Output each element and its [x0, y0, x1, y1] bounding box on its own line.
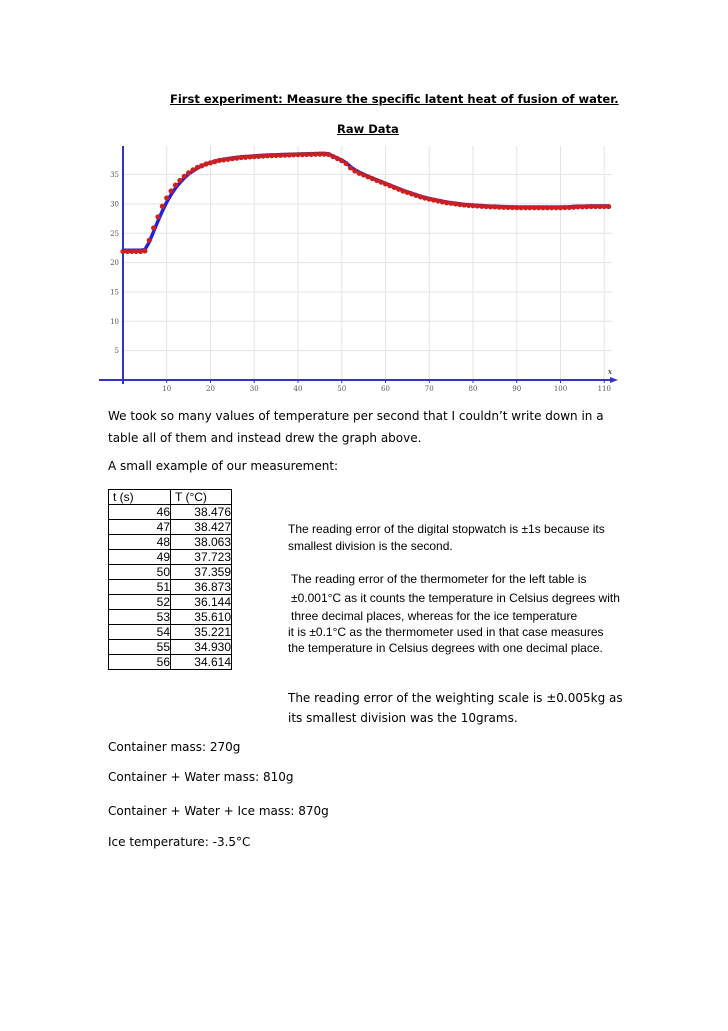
- ice-temperature: Ice temperature: -3.5°C: [108, 835, 251, 849]
- cell-temperature: 38.063: [171, 535, 232, 550]
- container-water-mass: Container + Water mass: 810g: [108, 770, 294, 784]
- data-point: [208, 160, 213, 165]
- x-tick-label: 110: [597, 385, 611, 393]
- table-row: [109, 505, 232, 520]
- data-point: [418, 194, 423, 199]
- data-point: [606, 204, 611, 209]
- cell-temperature: 36.873: [171, 580, 232, 595]
- page-subtitle: Raw Data: [337, 122, 399, 136]
- table-row: [109, 520, 232, 535]
- cell-temperature: 36.144: [171, 595, 232, 610]
- data-point: [435, 198, 440, 203]
- cell-temperature: 38.427: [171, 520, 232, 535]
- x-tick-label: 90: [512, 385, 522, 393]
- y-tick-label: 35: [110, 171, 119, 180]
- paragraph-graph-description: We took so many values of temperature per second that I couldn’t write down in a table all of them and instead drew the graph above.: [108, 409, 604, 445]
- x-tick-label: 50: [337, 385, 347, 393]
- cell-time: 55: [109, 640, 171, 655]
- y-tick-label: 25: [110, 229, 119, 238]
- table-row: [109, 565, 232, 580]
- x-tick-label: 40: [293, 385, 303, 393]
- data-point: [234, 156, 239, 161]
- container-water-ice-mass: Container + Water + Ice mass: 870g: [108, 804, 329, 818]
- cell-time: 50: [109, 565, 171, 580]
- data-point: [182, 174, 187, 179]
- cell-temperature: 34.930: [171, 640, 232, 655]
- table-row: [109, 535, 232, 550]
- x-tick-label: 100: [553, 385, 568, 393]
- data-point: [225, 157, 230, 162]
- table-row: [109, 580, 232, 595]
- data-point: [217, 158, 222, 163]
- x-tick-label: 30: [249, 385, 259, 393]
- x-tick-label: 10: [162, 385, 172, 393]
- data-point: [169, 188, 174, 193]
- table-row: [109, 550, 232, 565]
- data-point: [339, 158, 344, 163]
- cell-time: 54: [109, 625, 171, 640]
- data-point: [142, 248, 147, 253]
- y-tick-label: 10: [110, 317, 119, 326]
- data-point: [155, 214, 160, 219]
- cell-temperature: 35.610: [171, 610, 232, 625]
- data-point: [427, 197, 432, 202]
- data-point: [348, 165, 353, 170]
- note-thermometer-error: The reading error of the thermometer for the left table is ±0.001°C as it counts the temperature in Celsius degrees with three decimal places, whereas for the ice temperature: [291, 572, 620, 623]
- cell-time: 51: [109, 580, 171, 595]
- x-tick-label: 80: [468, 385, 478, 393]
- data-point: [449, 201, 454, 206]
- cell-time: 49: [109, 550, 171, 565]
- data-point: [190, 167, 195, 172]
- data-point: [212, 159, 217, 164]
- column-header-time: t (s): [109, 490, 171, 505]
- data-point: [186, 170, 191, 175]
- y-tick-label: 20: [110, 259, 119, 268]
- cell-time: 52: [109, 595, 171, 610]
- cell-temperature: 37.359: [171, 565, 232, 580]
- cell-time: 47: [109, 520, 171, 535]
- table-row: [109, 655, 232, 670]
- table-row: [109, 595, 232, 610]
- x-tick-label: 60: [381, 385, 390, 393]
- note-stopwatch-error: The reading error of the digital stopwatch is ±1s because its smallest division is the second.: [288, 522, 605, 553]
- cell-temperature: 37.723: [171, 550, 232, 565]
- y-tick-label: 5: [114, 347, 119, 356]
- page-title: First experiment: Measure the specific latent heat of fusion of water.: [170, 92, 619, 106]
- data-point: [453, 201, 458, 206]
- x-axis-arrow: [610, 377, 618, 383]
- note-scale-error: The reading error of the weighting scale is ±0.005kg as its smallest division was the 10grams.: [288, 691, 623, 725]
- cell-time: 46: [109, 505, 171, 520]
- x-axis-label: x: [607, 367, 613, 376]
- data-point: [164, 195, 169, 200]
- data-point: [422, 195, 427, 200]
- cell-temperature: 34.614: [171, 655, 232, 670]
- cell-temperature: 38.476: [171, 505, 232, 520]
- data-point: [160, 204, 165, 209]
- cell-time: 56: [109, 655, 171, 670]
- column-header-temperature: T (°C): [171, 490, 232, 505]
- table-header-row: [109, 490, 232, 505]
- cell-time: 53: [109, 610, 171, 625]
- data-point: [221, 157, 226, 162]
- measurement-table: [108, 489, 232, 670]
- data-point: [230, 156, 235, 161]
- data-point: [204, 161, 209, 166]
- table-row: [109, 625, 232, 640]
- data-point: [444, 200, 449, 205]
- note-ice-thermometer-error: it is ±0.1°C as the thermometer used in that case measures the temperature in Celsius degrees with one decimal place.: [288, 625, 604, 655]
- table-row: [109, 640, 232, 655]
- data-point: [344, 161, 349, 166]
- data-point: [173, 183, 178, 188]
- paragraph-example-intro: A small example of our measurement:: [108, 459, 339, 473]
- cell-time: 48: [109, 535, 171, 550]
- data-point: [138, 249, 143, 254]
- y-tick-label: 30: [110, 200, 119, 209]
- temperature-chart: [95, 142, 620, 400]
- cell-temperature: 35.221: [171, 625, 232, 640]
- data-point: [151, 225, 156, 230]
- table-row: [109, 610, 232, 625]
- data-point: [431, 197, 436, 202]
- x-tick-label: 20: [206, 385, 215, 393]
- data-point: [147, 238, 152, 243]
- data-point: [457, 202, 462, 207]
- container-mass: Container mass: 270g: [108, 740, 241, 754]
- y-tick-label: 15: [110, 288, 119, 297]
- data-point: [177, 178, 182, 183]
- x-tick-label: 70: [424, 385, 434, 393]
- data-point: [440, 199, 445, 204]
